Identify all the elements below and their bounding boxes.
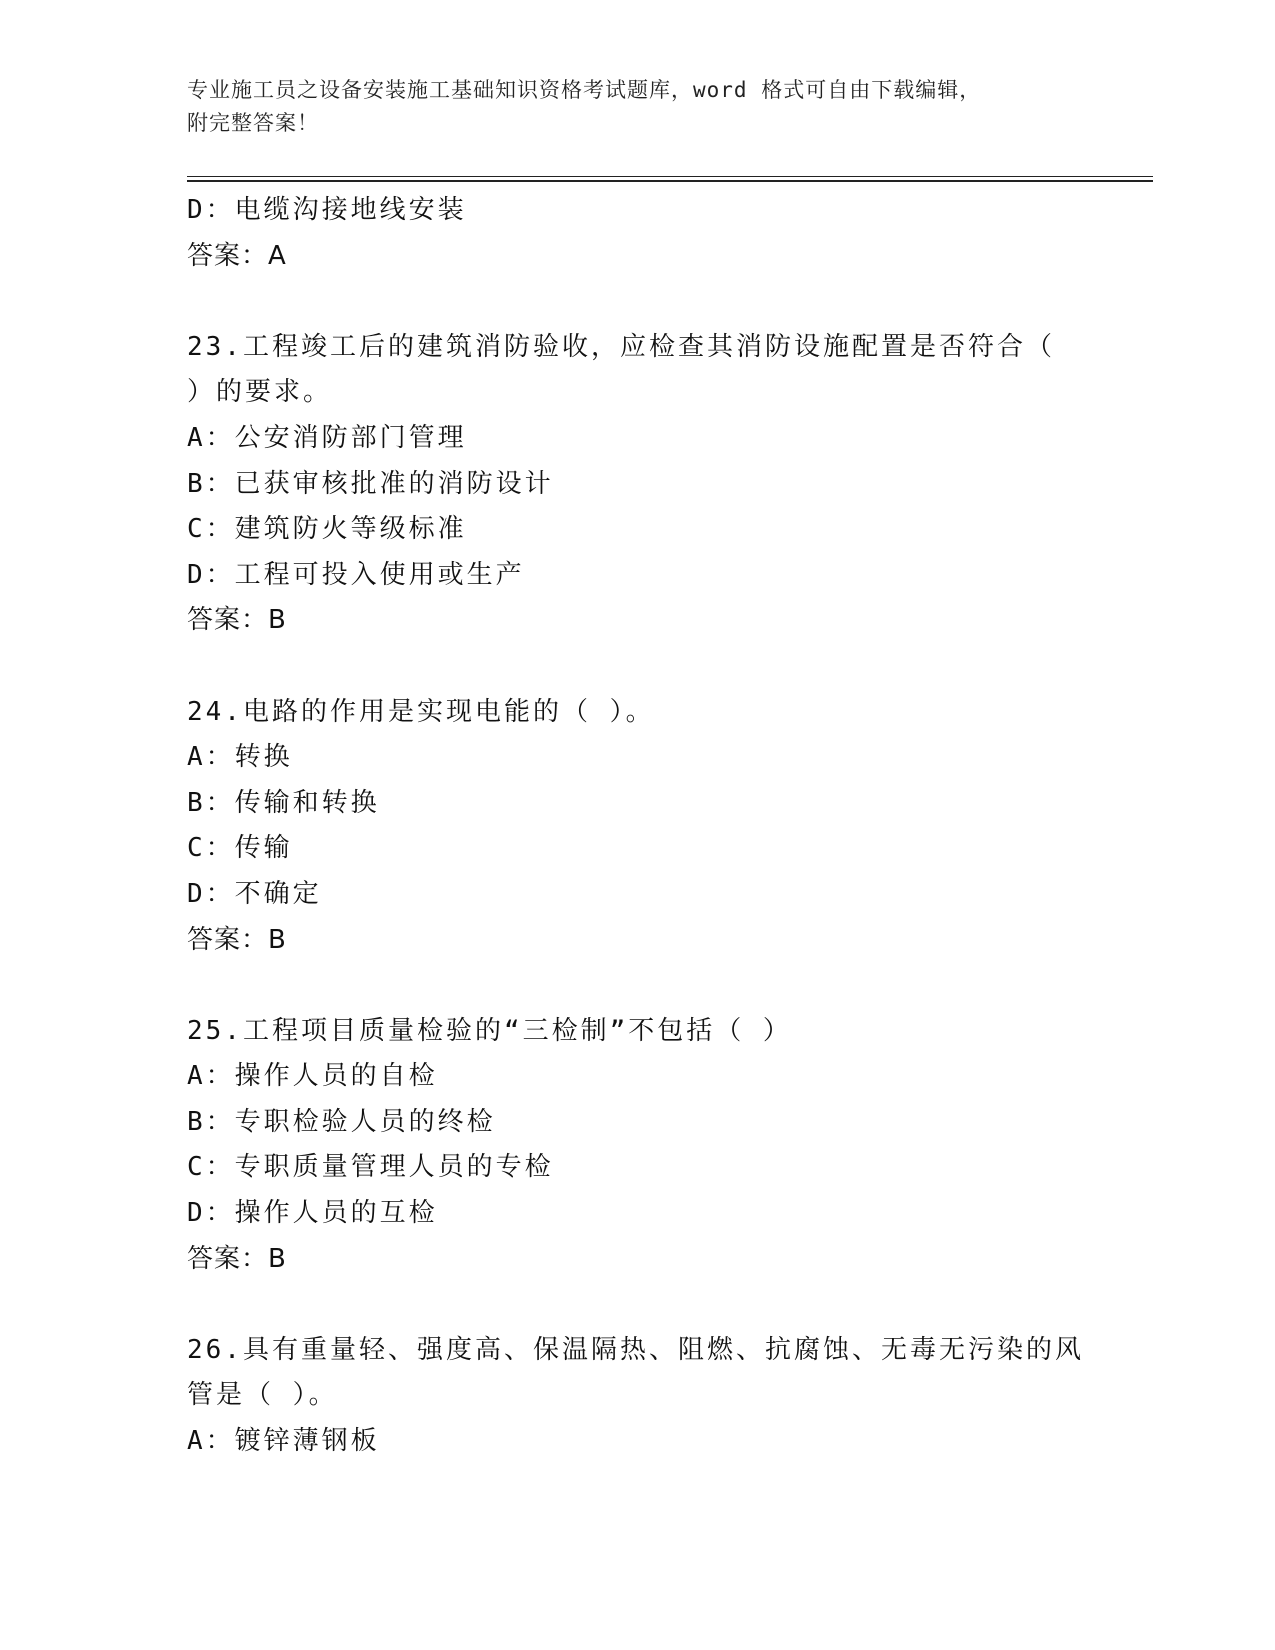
question-stem-continued: 管是（ ）。 [187,1380,338,1411]
option-a: A：镀锌薄钢板 [187,1426,380,1457]
question-stem-continued: ）的要求。 [187,377,333,408]
option-b: B：传输和转换 [187,787,380,818]
question-23 [187,325,1153,644]
question-list [187,188,1153,1465]
option-d: D：电缆沟接地线安装 [187,195,467,225]
question-stem: 25.工程项目质量检验的“三检制”不包括（ ） [187,1015,792,1046]
option-c: C：专职质量管理人员的专检 [187,1152,554,1183]
option-c: C：传输 [187,833,293,864]
header-line-2: 附完整答案！ [187,111,319,135]
question-26 [187,1328,1153,1465]
option-d: D：不确定 [187,878,322,909]
option-d: D：工程可投入使用或生产 [187,559,525,590]
spacer [187,279,1153,325]
answer: 答案：B [187,1243,287,1274]
question-stem: 24.电路的作用是实现电能的（ ）。 [187,696,655,727]
option-a: A：公安消防部门管理 [187,422,467,453]
answer: 答案：A [187,240,287,271]
option-b: B：专职检验人员的终检 [187,1106,496,1137]
document-header [187,74,1087,140]
spacer [187,963,1153,1009]
option-a: A：转换 [187,742,293,773]
option-a: A：操作人员的自检 [187,1061,438,1092]
question-25 [187,1009,1153,1283]
answer: 答案：B [187,605,287,636]
option-c: C：建筑防火等级标准 [187,514,467,545]
question-24 [187,690,1153,964]
spacer [187,1282,1153,1328]
question-stem: 26.具有重量轻、强度高、保温隔热、阻燃、抗腐蚀、无毒无污染的风 [187,1334,1084,1365]
question-22 [187,188,1153,279]
answer: 答案：B [187,924,287,955]
question-stem: 23.工程竣工后的建筑消防验收，应检查其消防设施配置是否符合（ [187,331,1055,362]
option-d: D：操作人员的互检 [187,1198,438,1229]
spacer [187,644,1153,690]
option-b: B：已获审核批准的消防设计 [187,468,554,499]
header-line-1: 专业施工员之设备安装施工基础知识资格考试题库，word 格式可自由下载编辑， [187,78,982,102]
header-divider [187,176,1153,182]
